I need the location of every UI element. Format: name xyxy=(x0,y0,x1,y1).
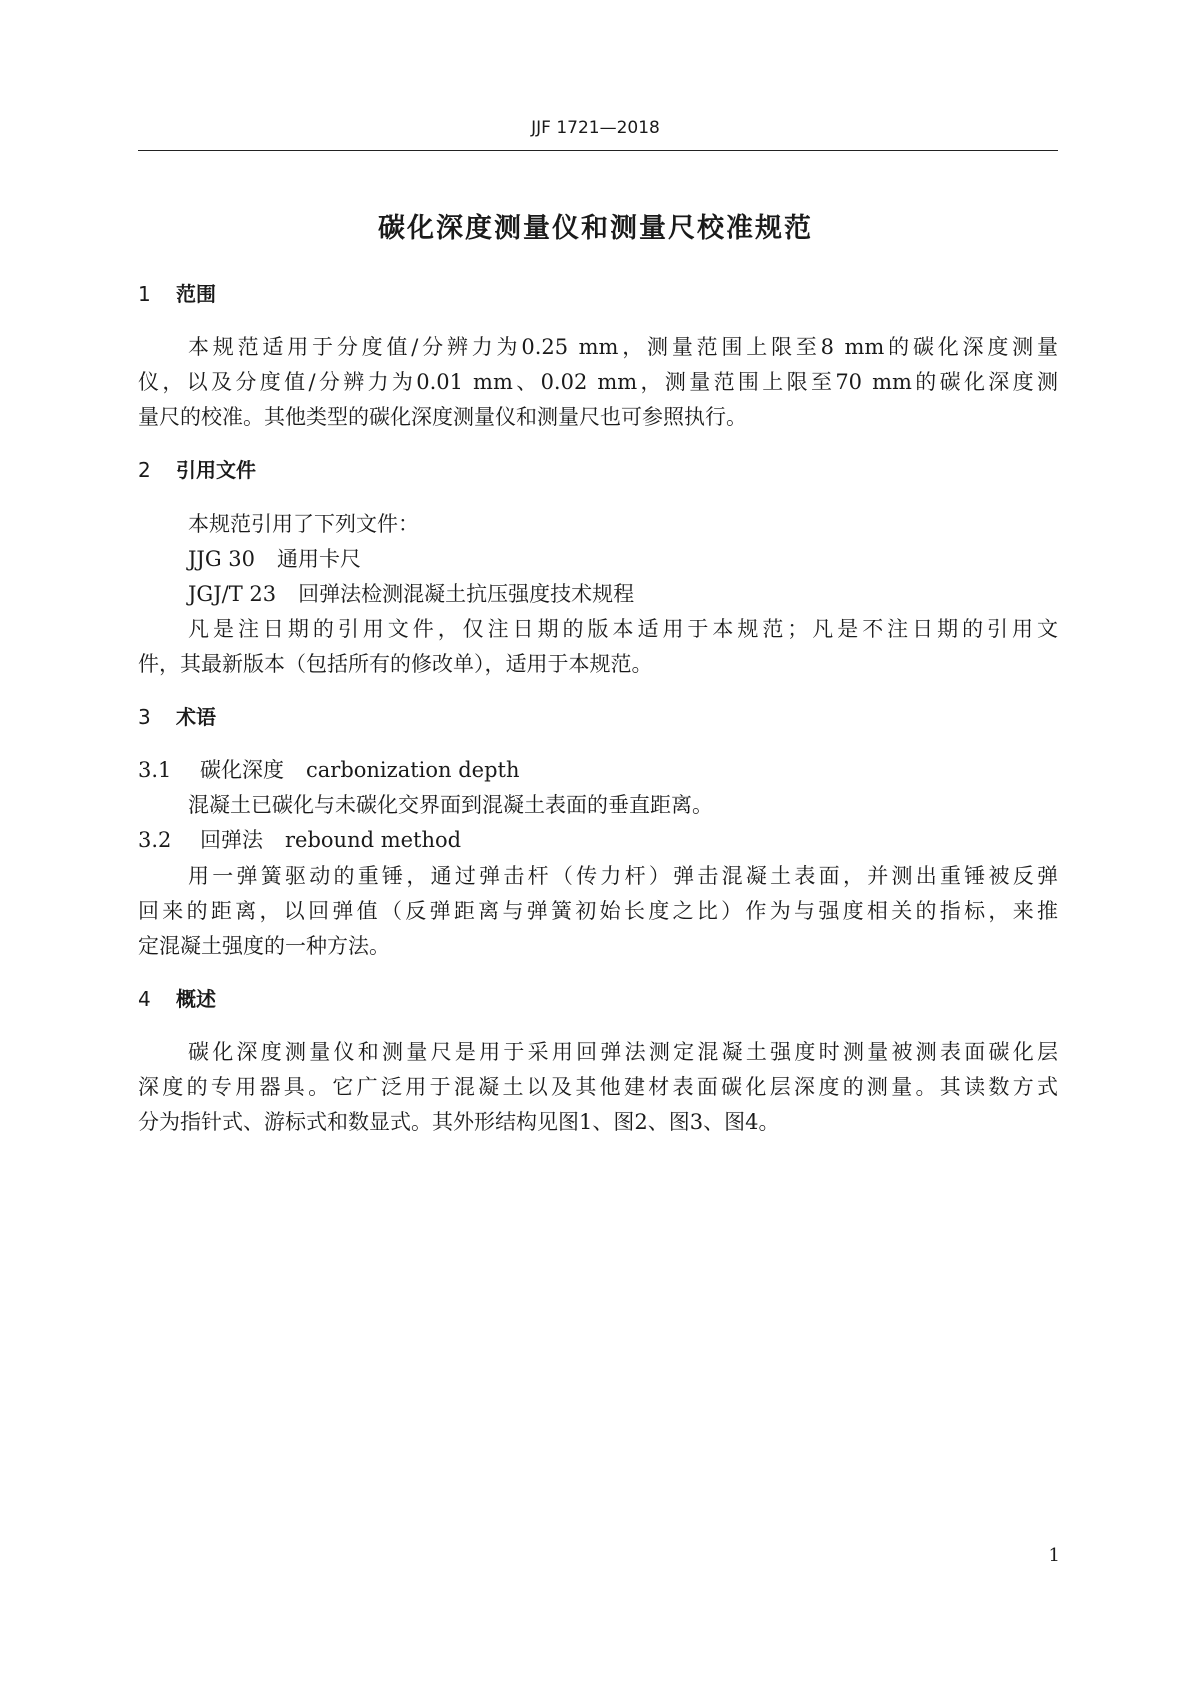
section-number: 3 xyxy=(138,705,151,729)
term-entry xyxy=(138,756,1058,784)
header-divider xyxy=(138,150,1058,151)
term-entry xyxy=(138,826,1058,854)
reference-name: 通用卡尺 xyxy=(277,547,362,571)
term-definition-line: 用一弹簧驱动的重锤，通过弹击杆（传力杆）弹击混凝土表面，并测出重锤被反弹 xyxy=(188,864,1058,888)
page-header-code: JJF 1721—2018 xyxy=(531,118,660,138)
paragraph-line: 深度的专用器具。它广泛用于混凝土以及其他建材表面碳化层深度的测量。其读数方式 xyxy=(138,1075,1058,1099)
term-number: 3.2 xyxy=(138,828,172,852)
paragraph-line: 仪，以及分度值/分辨力为0.01 mm、0.02 mm，测量范围上限至70 mm的碳化深度测 xyxy=(138,370,1058,394)
paragraph-line: 量尺的校准。其他类型的碳化深度测量仪和测量尺也可参照执行。 xyxy=(138,405,747,429)
term-number: 3.1 xyxy=(138,758,172,782)
reference-name: 回弹法检测混凝土抗压强度技术规程 xyxy=(298,582,635,606)
section-number: 4 xyxy=(138,987,151,1011)
section-number: 1 xyxy=(138,282,151,306)
paragraph-line: 本规范引用了下列文件： xyxy=(188,512,419,536)
term-english: rebound method xyxy=(285,828,462,852)
page-number: 1 xyxy=(1048,1545,1060,1566)
section-2-heading xyxy=(138,456,1058,484)
section-1-heading xyxy=(138,280,1058,308)
document-title: 碳化深度测量仪和测量尺校准规范 xyxy=(378,213,813,244)
reference-code: JJG 30 xyxy=(188,547,256,571)
reference-code: JGJ/T 23 xyxy=(188,582,277,606)
section-title: 引用文件 xyxy=(176,458,256,482)
term-definition-line: 混凝土已碳化与未碳化交界面到混凝土表面的垂直距离。 xyxy=(188,793,713,817)
term-chinese: 回弹法 xyxy=(200,828,263,852)
section-title: 范围 xyxy=(176,282,216,306)
term-definition-line: 回来的距离，以回弹值（反弹距离与弹簧初始长度之比）作为与强度相关的指标，来推 xyxy=(138,899,1058,923)
section-4-heading xyxy=(138,985,1058,1013)
section-number: 2 xyxy=(138,458,151,482)
paragraph-line: 件，其最新版本（包括所有的修改单），适用于本规范。 xyxy=(138,652,653,676)
reference-item xyxy=(188,580,1058,608)
paragraph-line: 分为指针式、游标式和数显式。其外形结构见图1、图2、图3、图4。 xyxy=(138,1110,780,1134)
term-definition-line: 定混凝土强度的一种方法。 xyxy=(138,934,390,958)
section-title: 概述 xyxy=(176,987,216,1011)
paragraph-line: 凡是注日期的引用文件，仅注日期的版本适用于本规范；凡是不注日期的引用文 xyxy=(188,617,1058,641)
term-chinese: 碳化深度 xyxy=(200,758,284,782)
section-3-heading xyxy=(138,703,1058,731)
reference-item xyxy=(188,545,1058,573)
paragraph-line: 碳化深度测量仪和测量尺是用于采用回弹法测定混凝土强度时测量被测表面碳化层 xyxy=(188,1040,1058,1064)
section-title: 术语 xyxy=(176,705,216,729)
term-english: carbonization depth xyxy=(306,758,520,782)
paragraph-line: 本规范适用于分度值/分辨力为0.25 mm，测量范围上限至8 mm的碳化深度测量 xyxy=(188,335,1058,359)
